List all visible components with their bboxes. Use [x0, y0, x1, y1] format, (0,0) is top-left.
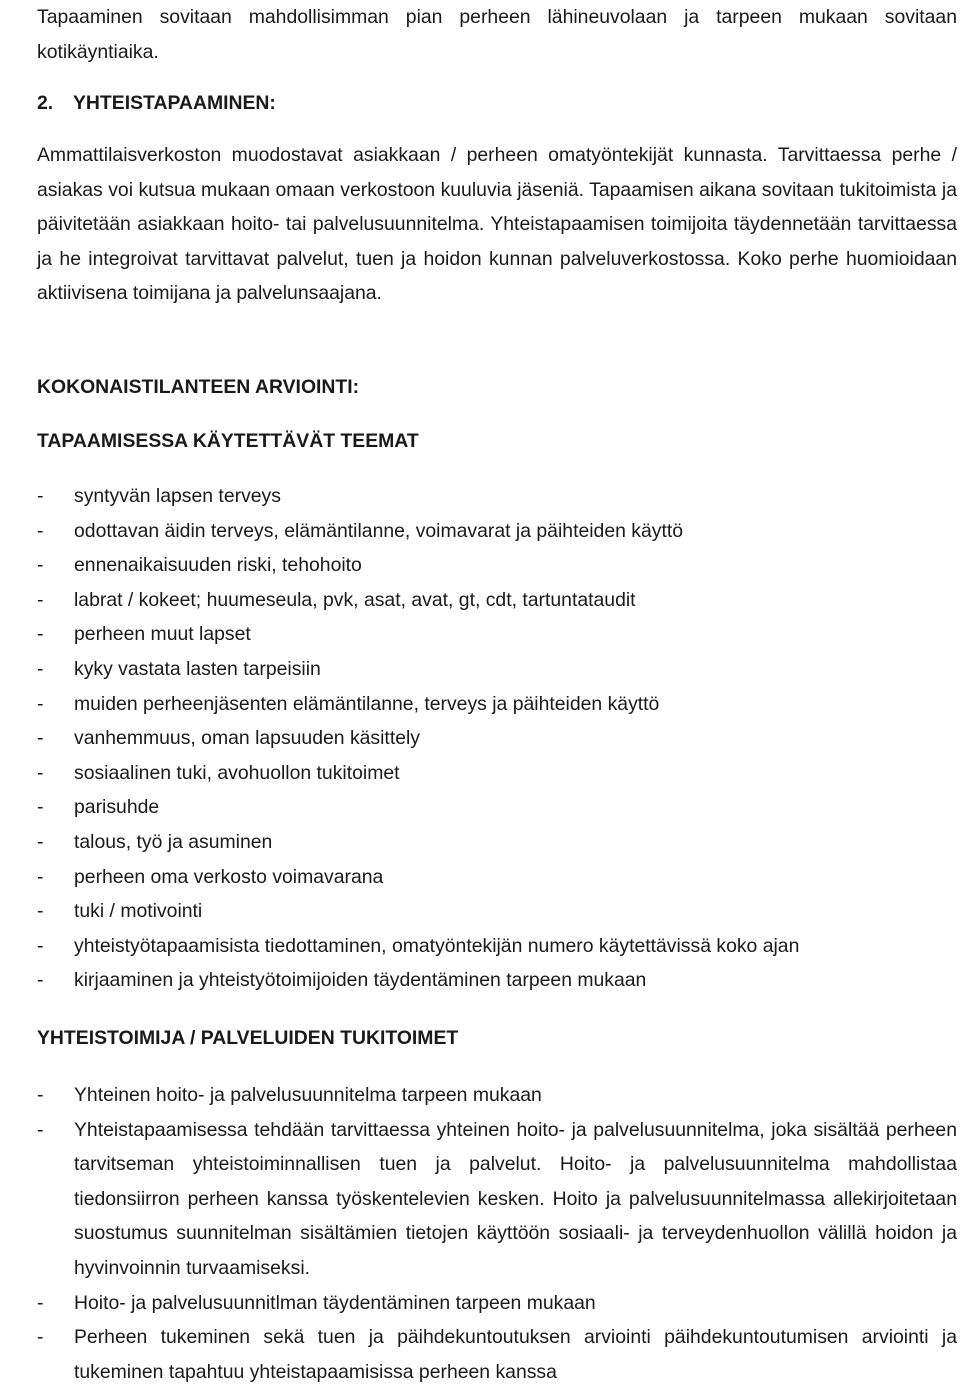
dash-marker: -	[37, 623, 44, 646]
intro-paragraph: Tapaaminen sovitaan mahdollisimman pian perheen lähineuvolaan ja tarpeen mukaan sovitaan kotikäyntiaika.	[37, 6, 957, 63]
list-item-text: yhteistyötapaamisista tiedottaminen, omatyöntekijän numero käytettävissä koko ajan	[74, 934, 800, 957]
list-item	[37, 825, 957, 860]
dash-marker: -	[37, 1326, 44, 1349]
dash-marker: -	[37, 657, 44, 680]
dash-marker: -	[37, 1118, 44, 1141]
list-item-text: Yhteistapaamisessa tehdään tarvittaessa yhteinen hoito- ja palvelusuunnitelma, joka sisältää perheen tarvitseman yhteistoiminnallisen tuen ja palvelut. Hoito- ja palvelusuunnitelma mahdollistaa tiedonsiirron perheen kanssa työskentelevien kesken. Hoito ja palvelusuunnitelmassa allekirjoitetaan suostumus suunnitelman sisältämien tietojen käyttöön sosiaali- ja terveydenhuollon välillä hoidon ja hyvinvoinnin turvaamiseksi.	[74, 1118, 957, 1279]
dash-marker: -	[37, 588, 44, 611]
list-item-text: ennenaikaisuuden riski, tehohoito	[74, 554, 362, 577]
list-item-text: kyky vastata lasten tarpeisiin	[74, 657, 321, 680]
dash-marker: -	[37, 519, 44, 542]
dash-marker: -	[37, 761, 44, 784]
list-item-text: labrat / kokeet; huumeseula, pvk, asat, avat, gt, cdt, tartuntataudit	[74, 588, 636, 611]
list-item-text: odottavan äidin terveys, elämäntilanne, voimavarat ja päihteiden käyttö	[74, 519, 684, 542]
list-item	[37, 687, 957, 722]
list-item-text: kirjaaminen ja yhteistyötoimijoiden täydentäminen tarpeen mukaan	[74, 969, 647, 992]
dash-marker: -	[37, 865, 44, 888]
section-number: 2.	[37, 92, 54, 114]
list-item-text: Perheen tukeminen sekä tuen ja päihdekuntoutuksen arviointi päihdekuntoutumisen arviointi ja tukeminen tapahtuu yhteistapaamisissa perheen kanssa	[74, 1326, 957, 1383]
list-item-text: parisuhde	[74, 796, 160, 819]
list-item-text: tuki / motivointi	[74, 900, 203, 923]
support-heading: YHTEISTOIMIJA / PALVELUIDEN TUKITOIMET	[37, 1027, 459, 1049]
list-item	[37, 756, 957, 791]
dash-marker: -	[37, 969, 44, 992]
list-item-text: muiden perheenjäsenten elämäntilanne, terveys ja päihteiden käyttö	[74, 692, 660, 715]
list-item	[37, 1113, 957, 1286]
assessment-heading: KOKONAISTILANTEEN ARVIOINTI:	[37, 376, 360, 398]
list-item	[37, 963, 957, 998]
list-item-text: talous, työ ja asuminen	[74, 830, 273, 853]
list-item-text: sosiaalinen tuki, avohuollon tukitoimet	[74, 761, 400, 784]
list-item	[37, 1286, 957, 1321]
dash-marker: -	[37, 830, 44, 853]
list-item-text: Yhteinen hoito- ja palvelusuunnitelma tarpeen mukaan	[74, 1084, 542, 1106]
list-item	[37, 929, 957, 964]
section-2-heading	[37, 86, 276, 121]
list-item	[37, 790, 957, 825]
themes-list	[37, 479, 957, 998]
dash-marker: -	[37, 1084, 44, 1106]
dash-marker: -	[37, 554, 44, 577]
dash-marker: -	[37, 900, 44, 923]
support-list	[37, 1078, 957, 1389]
list-item	[37, 652, 957, 687]
section-title: YHTEISTAPAAMINEN:	[73, 92, 276, 114]
dash-marker: -	[37, 796, 44, 819]
list-item	[37, 617, 957, 652]
list-item	[37, 1320, 957, 1389]
dash-marker: -	[37, 692, 44, 715]
list-item	[37, 721, 957, 756]
themes-heading: TAPAAMISESSA KÄYTETTÄVÄT TEEMAT	[37, 430, 419, 452]
list-item	[37, 583, 957, 618]
dash-marker: -	[37, 485, 44, 507]
list-item-text: vanhemmuus, oman lapsuuden käsittely	[74, 727, 420, 750]
dash-marker: -	[37, 727, 44, 750]
meeting-paragraph: Ammattilaisverkoston muodostavat asiakkaan / perheen omatyöntekijät kunnasta. Tarvittaessa perhe / asiakas voi kutsua mukaan omaan verkostoon kuuluvia jäseniä. Tapaamisen aikana sovitaan tukitoimista ja päivitetään asiakkaan hoito- tai palvelusuunnitelma. Yhteistapaamisen toimijoita täydennetään tarvittaessa ja he integroivat tarvittavat palvelut, tuen ja hoidon kunnan palveluverkostossa. Koko perhe huomioidaan aktiivisena toimijana ja palvelunsaajana.	[37, 144, 957, 305]
list-item	[37, 1078, 957, 1113]
list-item-text: syntyvän lapsen terveys	[74, 485, 281, 507]
list-item	[37, 479, 957, 514]
dash-marker: -	[37, 934, 44, 957]
list-item-text: perheen muut lapset	[74, 623, 251, 646]
list-item-text: perheen oma verkosto voimavarana	[74, 865, 384, 888]
list-item	[37, 548, 957, 583]
list-item	[37, 514, 957, 549]
dash-marker: -	[37, 1291, 44, 1314]
list-item	[37, 860, 957, 895]
list-item-text: Hoito- ja palvelusuunnitlman täydentäminen tarpeen mukaan	[74, 1291, 596, 1314]
list-item	[37, 894, 957, 929]
